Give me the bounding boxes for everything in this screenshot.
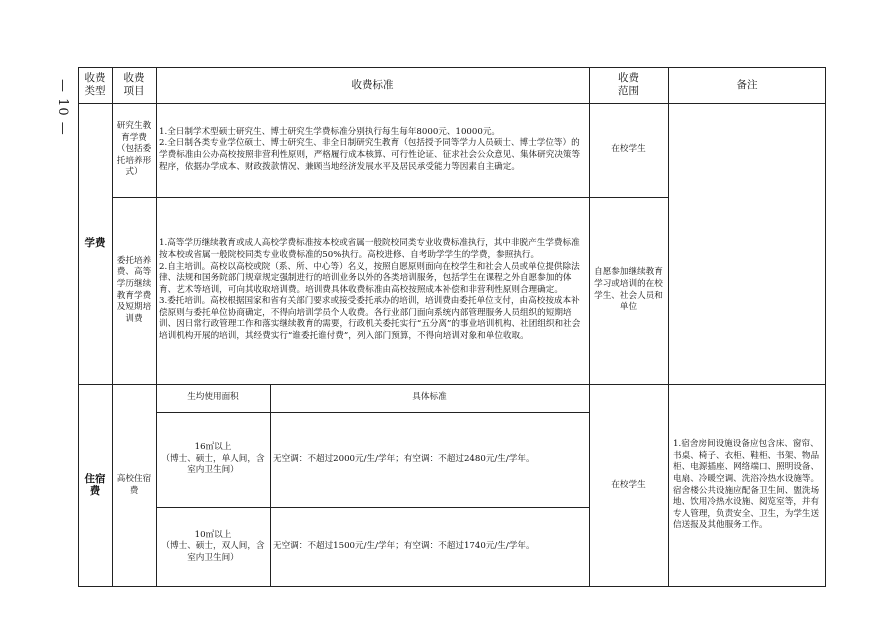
standard-paragraph: 3.委托培训。高校根据国家和省有关部门要求或接受委托承办的培训，培训费由委托单位支付，由高校按成本补偿原则与委托单位协商确定，不得向培训学员个人收费。各行业部门面向系统内部管理服务人员组织的短期培训、因日常行政管理工作和落实继续教育的需要，行政机关委托实行“五分离”的事业培训机构、社团组织和社会培训机构开展的培训，其经费实行“谁委托谁付费”，列入部门预算，不得向培训对象和单位收取。	[159, 296, 581, 342]
accommodation-area-header: 生均使用面积	[187, 392, 239, 403]
accommodation-row2-standard: 无空调：不超过1500元/生/学年；有空调：不超过1740元/生/学年。	[273, 541, 535, 552]
area-note: （博士、硕士，双人间，含室内卫生间）	[161, 541, 265, 563]
header-item: 收费项目	[123, 72, 145, 97]
standard-paragraph: 2.全日制各类专业学位硕士、博士研究生、非全日制研究生教育（包括授予同等学力人员硕士、博士学位等）的学费标准由公办高校按照非营利性原则，严格履行成本核算、可行性论证、征求社会公众意见、集体研究决策等程序，依据办学成本、财政拨款情况、兼顾当地经济发展水平及居民承受能力等因素自主确定。	[159, 138, 581, 172]
accommodation-row1-area	[156, 412, 270, 507]
accommodation-row2-area	[156, 507, 270, 587]
fee-standards-table	[78, 67, 826, 587]
standard-paragraph: 1.全日制学术型硕士研究生、博士研究生学费标准分别执行每生每年8000元、10000元。	[159, 126, 501, 137]
tuition-row2-standard	[156, 197, 589, 384]
tuition-row2-item: 委托培养费、高等学历继续教育学费及短期培训费	[116, 255, 152, 324]
standard-paragraph: 2.自主培训。高校以高校或院（系、所、中心等）名义，按照自愿原则面向在校学生和社会人员或单位提供除法律、法规和国务院部门规章规定强制进行的培训业务以外的各类培训服务，包括学生在课程之外自愿参加的体育、艺术等培训，可向其收取培训费。培训费具体收费标准由高校按照成本补偿和非营利性原则合理确定。	[159, 261, 580, 295]
tuition-row1-standard	[156, 103, 589, 197]
header-type: 收费类型	[84, 72, 106, 97]
accommodation-item: 高校住宿费	[116, 473, 152, 496]
header-standard: 收费标准	[351, 78, 394, 91]
tuition-row2-scope: 自愿参加继续教育学习或培训的在校学生、社会人员和单位	[594, 267, 663, 313]
area-value: 16㎡以上	[194, 442, 232, 453]
accommodation-type-label: 住宿费	[84, 472, 106, 497]
area-note: （博士、硕士，单人间，含室内卫生间）	[161, 453, 265, 476]
accommodation-remark: 1.宿舍房间设施设备应包含床、窗帘、书桌、椅子、衣柜、鞋柜、书架、物品柜、电源插座、网络端口、照明设备、电扇、冷暖空调、洗浴冷热水设施等。宿舍楼公共设施应配备卫生间、盥洗场地、饮用冷热水设施、阅览室等，并有专人管理，负责安全、卫生，为学生送信送报及其他服务工作。	[673, 439, 820, 531]
tuition-type-label: 学费	[84, 236, 106, 249]
tuition-row1-scope: 在校学生	[611, 144, 646, 155]
header-scope: 收费范围	[618, 72, 639, 97]
accommodation-row1-standard: 无空调：不超过2000元/生/学年；有空调：不超过2480元/生/学年。	[273, 453, 535, 464]
accommodation-standard-header: 具体标准	[412, 392, 447, 403]
area-value: 10㎡以上	[194, 529, 232, 540]
header-remark: 备注	[736, 78, 758, 91]
standard-paragraph: 1.高等学历继续教育或成人高校学费标准按本校或省属一般院校同类专业收费标准执行，其中非脱产生学费标准按本校或省属一般院校同类专业收费标准的50%执行。高校进修、自考助学学生的学费，参照执行。	[159, 238, 580, 260]
accommodation-scope: 在校学生	[611, 479, 646, 490]
page-number: — 10 —	[55, 78, 70, 136]
tuition-row1-item: 研究生教育学费（包括委托培养形式）	[116, 121, 152, 178]
